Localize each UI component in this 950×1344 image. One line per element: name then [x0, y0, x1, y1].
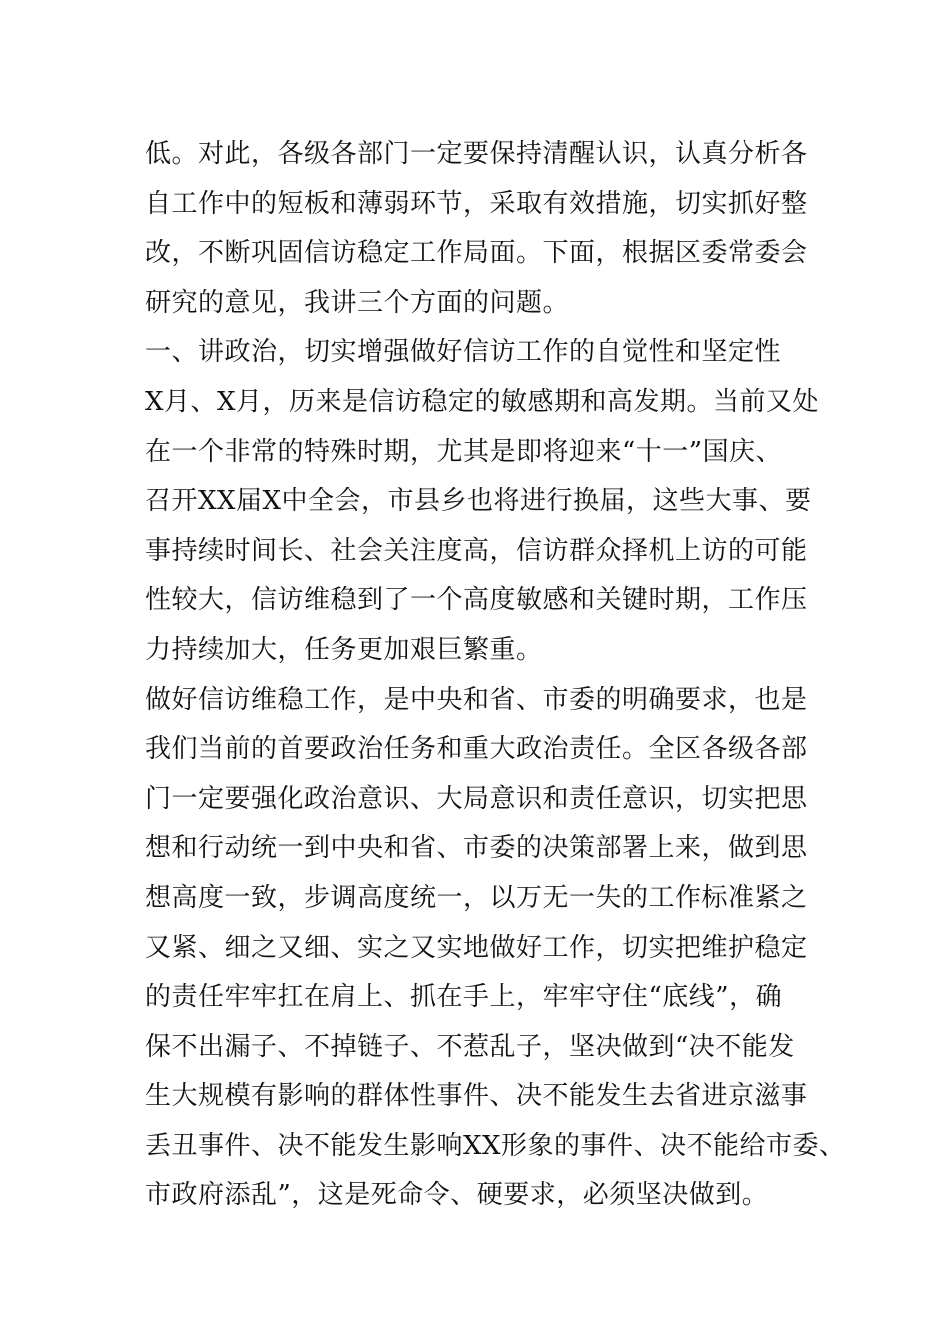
- text-line: 生大规模有影响的群体性事件、决不能发生去省进京滋事: [145, 1081, 808, 1112]
- text-line: 在一个非常的特殊时期，尤其是即将迎来“十一”国庆、: [145, 436, 783, 467]
- text-line: 研究的意见，我讲三个方面的问题。: [145, 287, 570, 318]
- text-line: 改，不断巩固信访稳定工作局面。下面，根据区委常委会: [145, 238, 808, 269]
- text-line: X月、X月，历来是信访稳定的敏感期和高发期。当前又处: [145, 386, 820, 417]
- text-line: 门一定要强化政治意识、大局意识和责任意识，切实把思: [145, 783, 808, 814]
- text-line: 市政府添乱”，这是死命令、硬要求，必须坚决做到。: [145, 1180, 769, 1211]
- text-line: 想高度一致，步调高度统一，以万无一失的工作标准紧之: [145, 882, 808, 913]
- text-line: 保不出漏子、不掉链子、不惹乱子，坚决做到“决不能发: [145, 1031, 795, 1062]
- text-line: 事持续时间长、社会关注度高，信访群众择机上访的可能: [145, 535, 808, 566]
- document-body: [145, 130, 845, 1221]
- text-line: 想和行动统一到中央和省、市委的决策部署上来，做到思: [145, 833, 808, 864]
- text-line: 力持续加大，任务更加艰巨繁重。: [145, 634, 543, 665]
- text-line: 又紧、细之又细、实之又实地做好工作，切实把维护稳定: [145, 932, 808, 963]
- section-heading: 一、讲政治，切实增强做好信访工作的自觉性和坚定性: [145, 337, 782, 368]
- text-line: 低。对此，各级各部门一定要保持清醒认识，认真分析各: [145, 139, 808, 169]
- text-line: 自工作中的短板和薄弱环节，采取有效措施，切实抓好整: [145, 188, 808, 219]
- text-line: 丢丑事件、决不能发生影响XX形象的事件、决不能给市委、: [145, 1130, 846, 1161]
- text-line: 做好信访维稳工作，是中央和省、市委的明确要求，也是: [145, 684, 808, 715]
- text-line: 我们当前的首要政治任务和重大政治责任。全区各级各部: [145, 734, 808, 765]
- text-line: 召开XX届X中全会，市县乡也将进行换届，这些大事、要: [145, 486, 812, 517]
- text-line: 的责任牢牢扛在肩上、抓在手上，牢牢守住“底线”，确: [145, 982, 783, 1013]
- text-line: 性较大，信访维稳到了一个高度敏感和关键时期，工作压: [145, 585, 808, 616]
